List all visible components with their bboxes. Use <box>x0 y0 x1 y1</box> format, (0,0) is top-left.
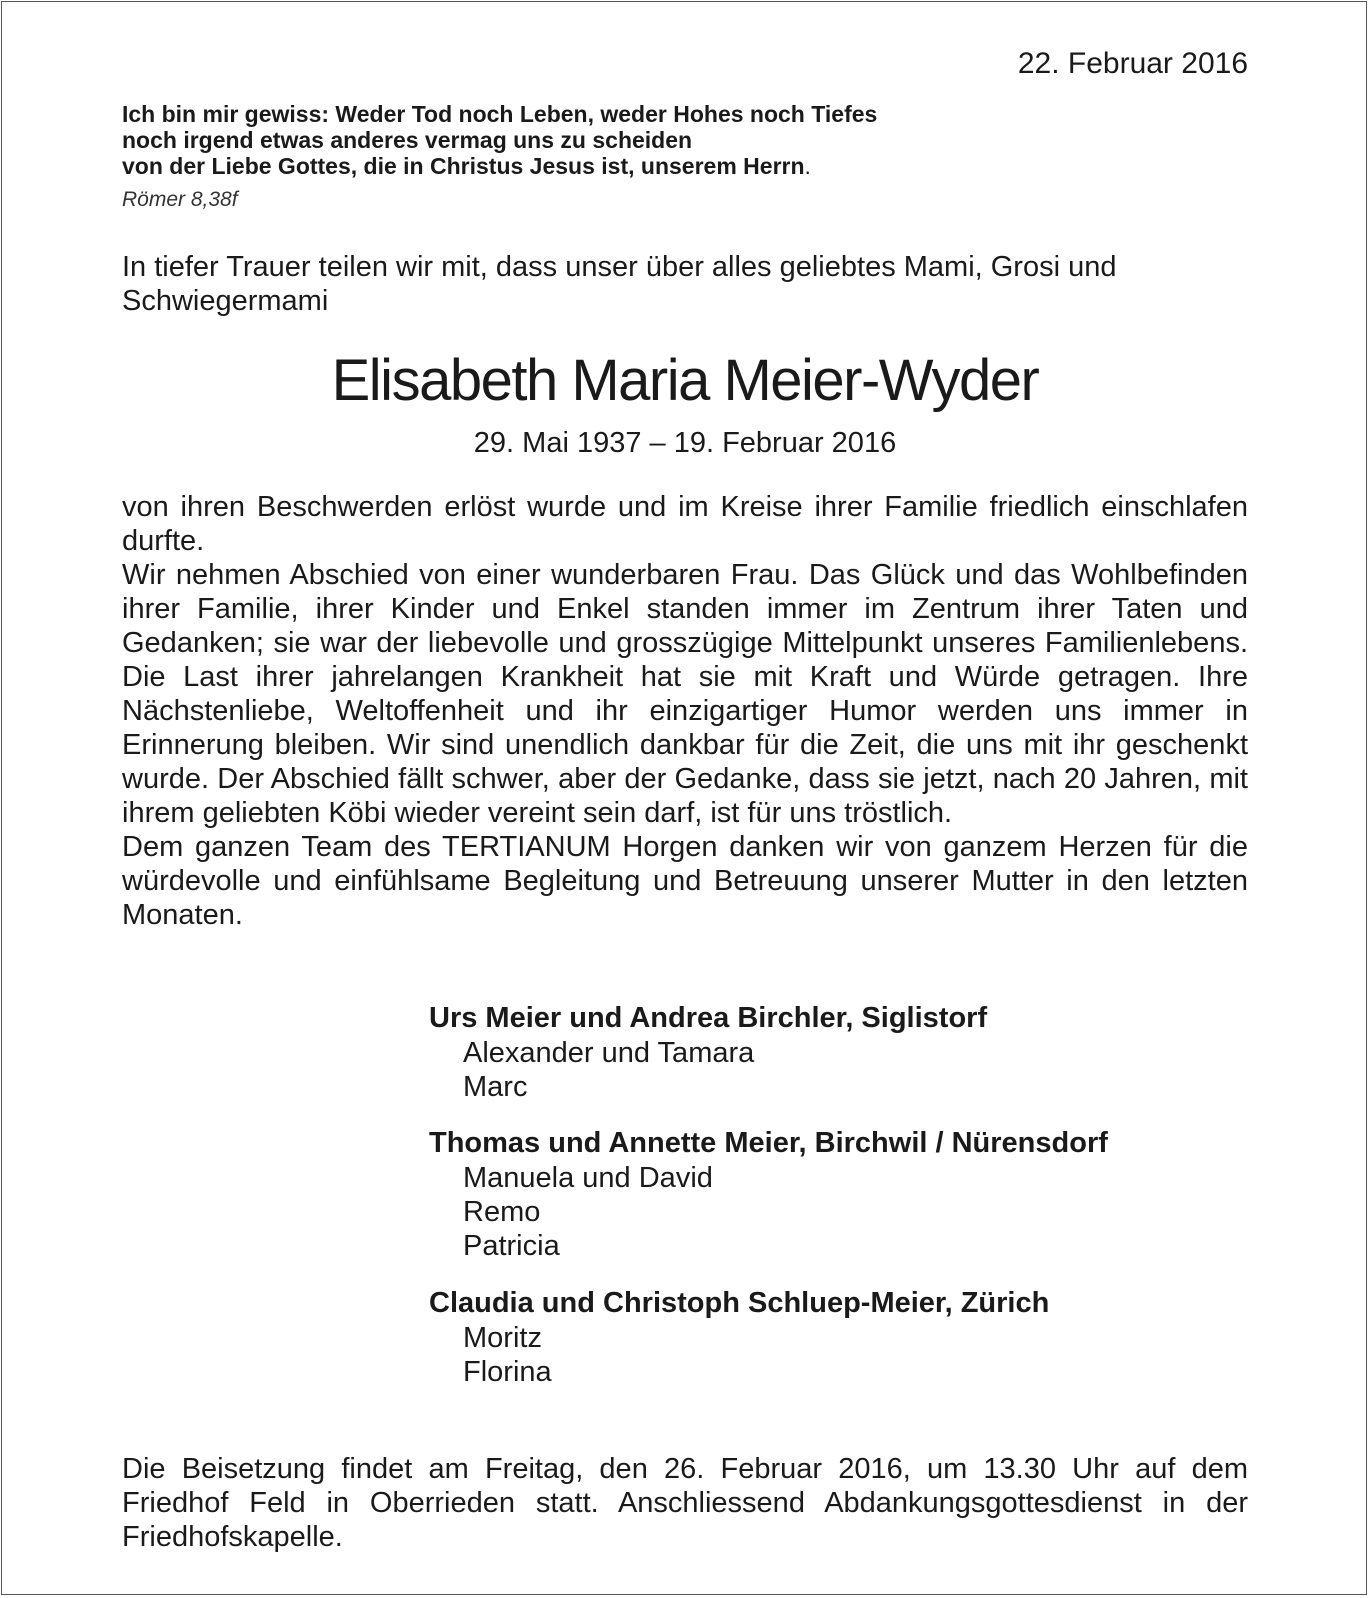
family-member: Alexander und Tamara <box>463 1037 755 1069</box>
paragraph: Wir nehmen Abschied von einer wunderbaren Frau. Das Glück und das Wohlbefinden ihrer Familie, ihrer Kinder und Enkel standen immer im Zentrum ihrer Taten und Gedanken; sie war der liebevolle und grosszügige Mittelpunkt unseres Familienlebens. Die Last ihrer jahrelangen Krankheit hat sie mit Kraft und Würde getragen. Ihre Nächstenliebe, Weltoffenheit und ihr einzigartiger Humor werden uns immer in Erinnerung bleiben. Wir sind unendlich dankbar für die Zeit, die uns mit ihr geschenkt wurde. Der Abschied fällt schwer, aber der Gedanke, dass sie jetzt, nach 20 Jahren, mit ihrem geliebten Köbi wieder vereint sein darf, ist für uns tröstlich. <box>122 559 1248 829</box>
family-head: Thomas und Annette Meier, Birchwil / Nürensdorf <box>429 1127 1108 1159</box>
main-text <box>122 490 1248 932</box>
verse-line: noch irgend etwas anderes vermag uns zu scheiden <box>122 127 693 153</box>
verse-period: . <box>804 153 811 179</box>
paragraph: von ihren Beschwerden erlöst wurde und im Kreise ihrer Familie friedlich einschlafen durfte. <box>122 491 1248 557</box>
family-member: Manuela und David <box>463 1162 713 1194</box>
family-member: Moritz <box>463 1322 542 1354</box>
family-member: Patricia <box>463 1230 560 1262</box>
publication-date: 22. Februar 2016 <box>1017 47 1248 80</box>
lifespan-dates: 29. Mai 1937 – 19. Februar 2016 <box>473 427 897 459</box>
family-group <box>429 1285 1248 1389</box>
verse-line: Ich bin mir gewiss: Weder Tod noch Leben, weder Hohes noch Tiefes <box>122 101 878 127</box>
verse-reference: Römer 8,38f <box>122 188 238 211</box>
paragraph: Dem ganzen Team des TERTIANUM Horgen danken wir von ganzem Herzen für die würdevolle und einfühlsame Begleitung und Betreuung unserer Mutter in den letzten Monaten. <box>122 831 1248 931</box>
family-member: Marc <box>463 1071 528 1103</box>
family-member: Remo <box>463 1196 541 1228</box>
intro-text: In tiefer Trauer teilen wir mit, dass unser über alles geliebtes Mami, Grosi und Schwiegermami <box>122 251 1117 317</box>
deceased-name: Elisabeth Maria Meier-Wyder <box>331 348 1039 413</box>
verse-line <box>122 153 877 179</box>
family-head: Claudia und Christoph Schluep-Meier, Zürich <box>429 1287 1050 1319</box>
bible-verse <box>122 101 877 179</box>
family-member: Florina <box>463 1356 552 1388</box>
family-head: Urs Meier und Andrea Birchler, Siglistorf <box>429 1002 988 1034</box>
verse-line-text: von der Liebe Gottes, die in Christus Jesus ist, unserem Herrn <box>122 153 805 179</box>
burial-notice: Die Beisetzung findet am Freitag, den 26. Februar 2016, um 13.30 Uhr auf dem Friedhof Feld in Oberrieden statt. Anschliessend Abdankungsgottesdienst in der Friedhofskapelle. <box>122 1453 1248 1553</box>
family-group <box>429 1125 1248 1263</box>
family-group <box>429 1000 1248 1104</box>
